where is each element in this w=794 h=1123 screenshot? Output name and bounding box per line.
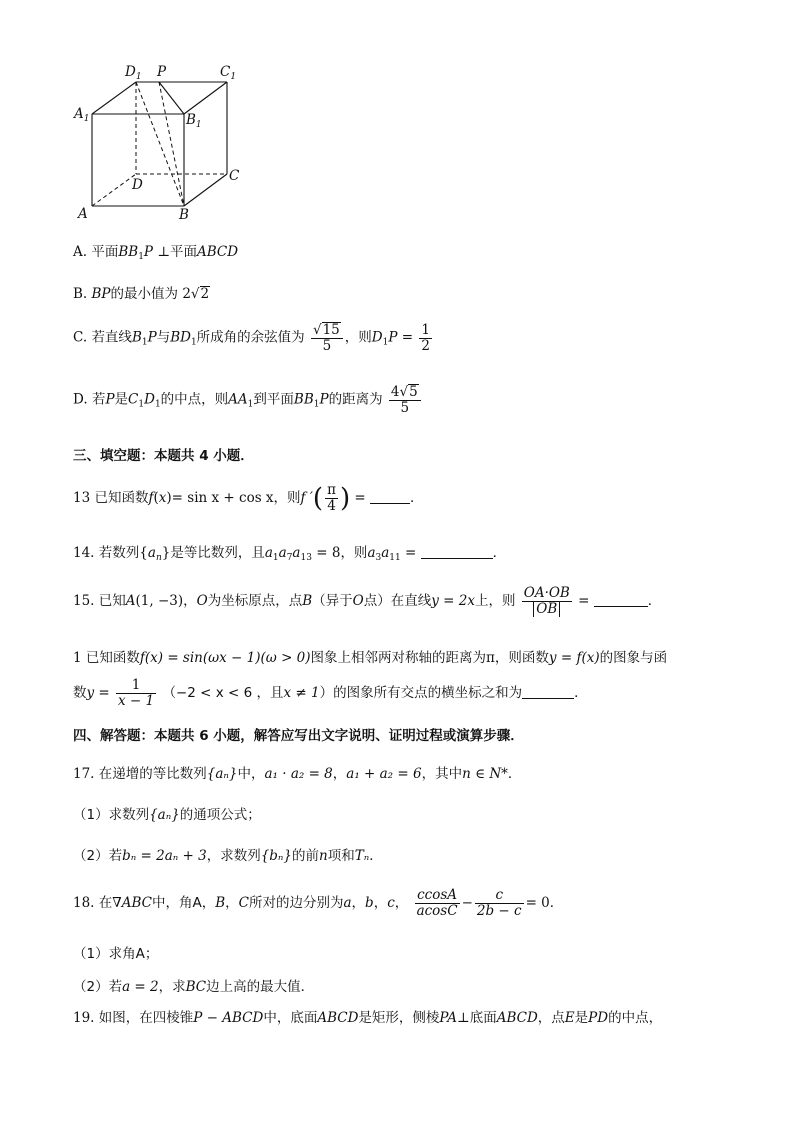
option-a: A. 平面$BB_1P$ ⊥平面ABCD <box>73 244 239 262</box>
answer-blank-16 <box>522 686 574 699</box>
fraction-sqrt15-over-5: $\frac{√15}{5}$ <box>311 322 343 354</box>
label-D: D <box>132 177 143 193</box>
question-17-part-1: （1）求数列{aₙ}的通项公式； <box>73 807 261 823</box>
question-16-line2: 数y = $\frac{1}{x - 1}$ （−2 < x < 6 ，且x ≠ 1）的图象所有交点的横坐标之和为 ． <box>73 677 588 709</box>
fraction-one-half: $\frac{1}{2}$ <box>421 321 430 354</box>
fraction-c-over-2b-minus-c: $\frac{c}{2b - c}$ <box>476 887 522 919</box>
fraction-4sqrt5-over-5: $\frac{4√5}{5}$ <box>389 384 421 416</box>
label-A: A <box>78 206 88 222</box>
fraction-vector-projection: $\frac{OA\cdot OB}{OB}$ <box>523 585 570 617</box>
question-17-part-2: （2）若bₙ = 2aₙ + 3，求数列{bₙ}的前n项和Tₙ． <box>73 848 383 864</box>
question-18-part-1: （1）求角A； <box>73 946 159 962</box>
question-13: 13 已知函数f(x)= sin x + cos x，则f ′( $\frac{\pi}{4}$ ) = ． <box>73 482 424 514</box>
answer-blank-14 <box>421 546 493 559</box>
fraction-1-over-x-minus-1: $\frac{1}{x - 1}$ <box>118 677 155 709</box>
label-A1: $A_1$ <box>74 106 90 124</box>
label-C1: $C_1$ <box>220 64 237 82</box>
answer-blank-13 <box>370 491 410 504</box>
label-D1: $D_1$ <box>125 64 142 82</box>
cube-figure <box>60 58 260 230</box>
label-B1: $B_1$ <box>186 112 202 130</box>
fraction-pi-over-4: $\frac{\pi}{4}$ <box>327 482 336 514</box>
answer-blank-15 <box>594 594 648 607</box>
label-C: C <box>229 168 240 184</box>
option-c: C. 若直线$B_1P$与$BD_1$所成角的余弦值为 $\frac{√15}{5}$ ，则$D_1P$ = $\frac{1}{2}$ <box>73 321 430 354</box>
option-b: B. BP的最小值为 2√2 <box>73 286 210 302</box>
fraction-ccosA-over-acosC: $\frac{ccosA}{acosC}$ <box>416 887 458 919</box>
label-P: P <box>157 64 167 80</box>
question-15: 15. 已知A(1, −3)，O为坐标原点，点B（异于O点）在直线y = 2x上，则 $\frac{OA\cdot OB}{OB}$ = ． <box>73 585 662 617</box>
question-18: 18. 在∇ABC中，角A，B，C所对的边分别为a，b，c， $\frac{ccosA}{acosC}$ − $\frac{c}{2b - c}$ = 0． <box>73 887 564 919</box>
section-3-heading: 三、填空题：本题共 4 小题． <box>73 448 254 464</box>
label-B: B <box>179 207 189 223</box>
section-4-heading: 四、解答题：本题共 6 小题，解答应写出文字说明、证明过程或演算步骤． <box>73 728 524 744</box>
question-18-part-2: （2）若a = 2，求BC边上高的最大值． <box>73 979 315 995</box>
question-14: 14. 若数列$\{a_n\}$是等比数列，且$a_1a_7a_{13} = 8$，则$a_3a_{11}$ = ． <box>73 545 507 563</box>
option-d: D. 若P是$C_1D_1$的中点，则$AA_1$到平面$BB_1P$的距离为 $\frac{4√5}{5}$ <box>73 384 423 416</box>
question-19: 19. 如图，在四棱锥P − ABCD中，底面ABCD是矩形，侧棱PA⊥底面ABCD，点E是PD的中点， <box>73 1010 663 1026</box>
question-17: 17. 在递增的等比数列{aₙ}中，a₁ · a₂ = 8，a₁ + a₂ = 6，其中n ∈ N*． <box>73 766 522 782</box>
question-16-line1: 1 已知函数f(x) = sin(ωx − 1)(ω > 0)图象上相邻两对称轴的距离为π，则函数y = f(x)的图象与函 <box>73 650 668 666</box>
